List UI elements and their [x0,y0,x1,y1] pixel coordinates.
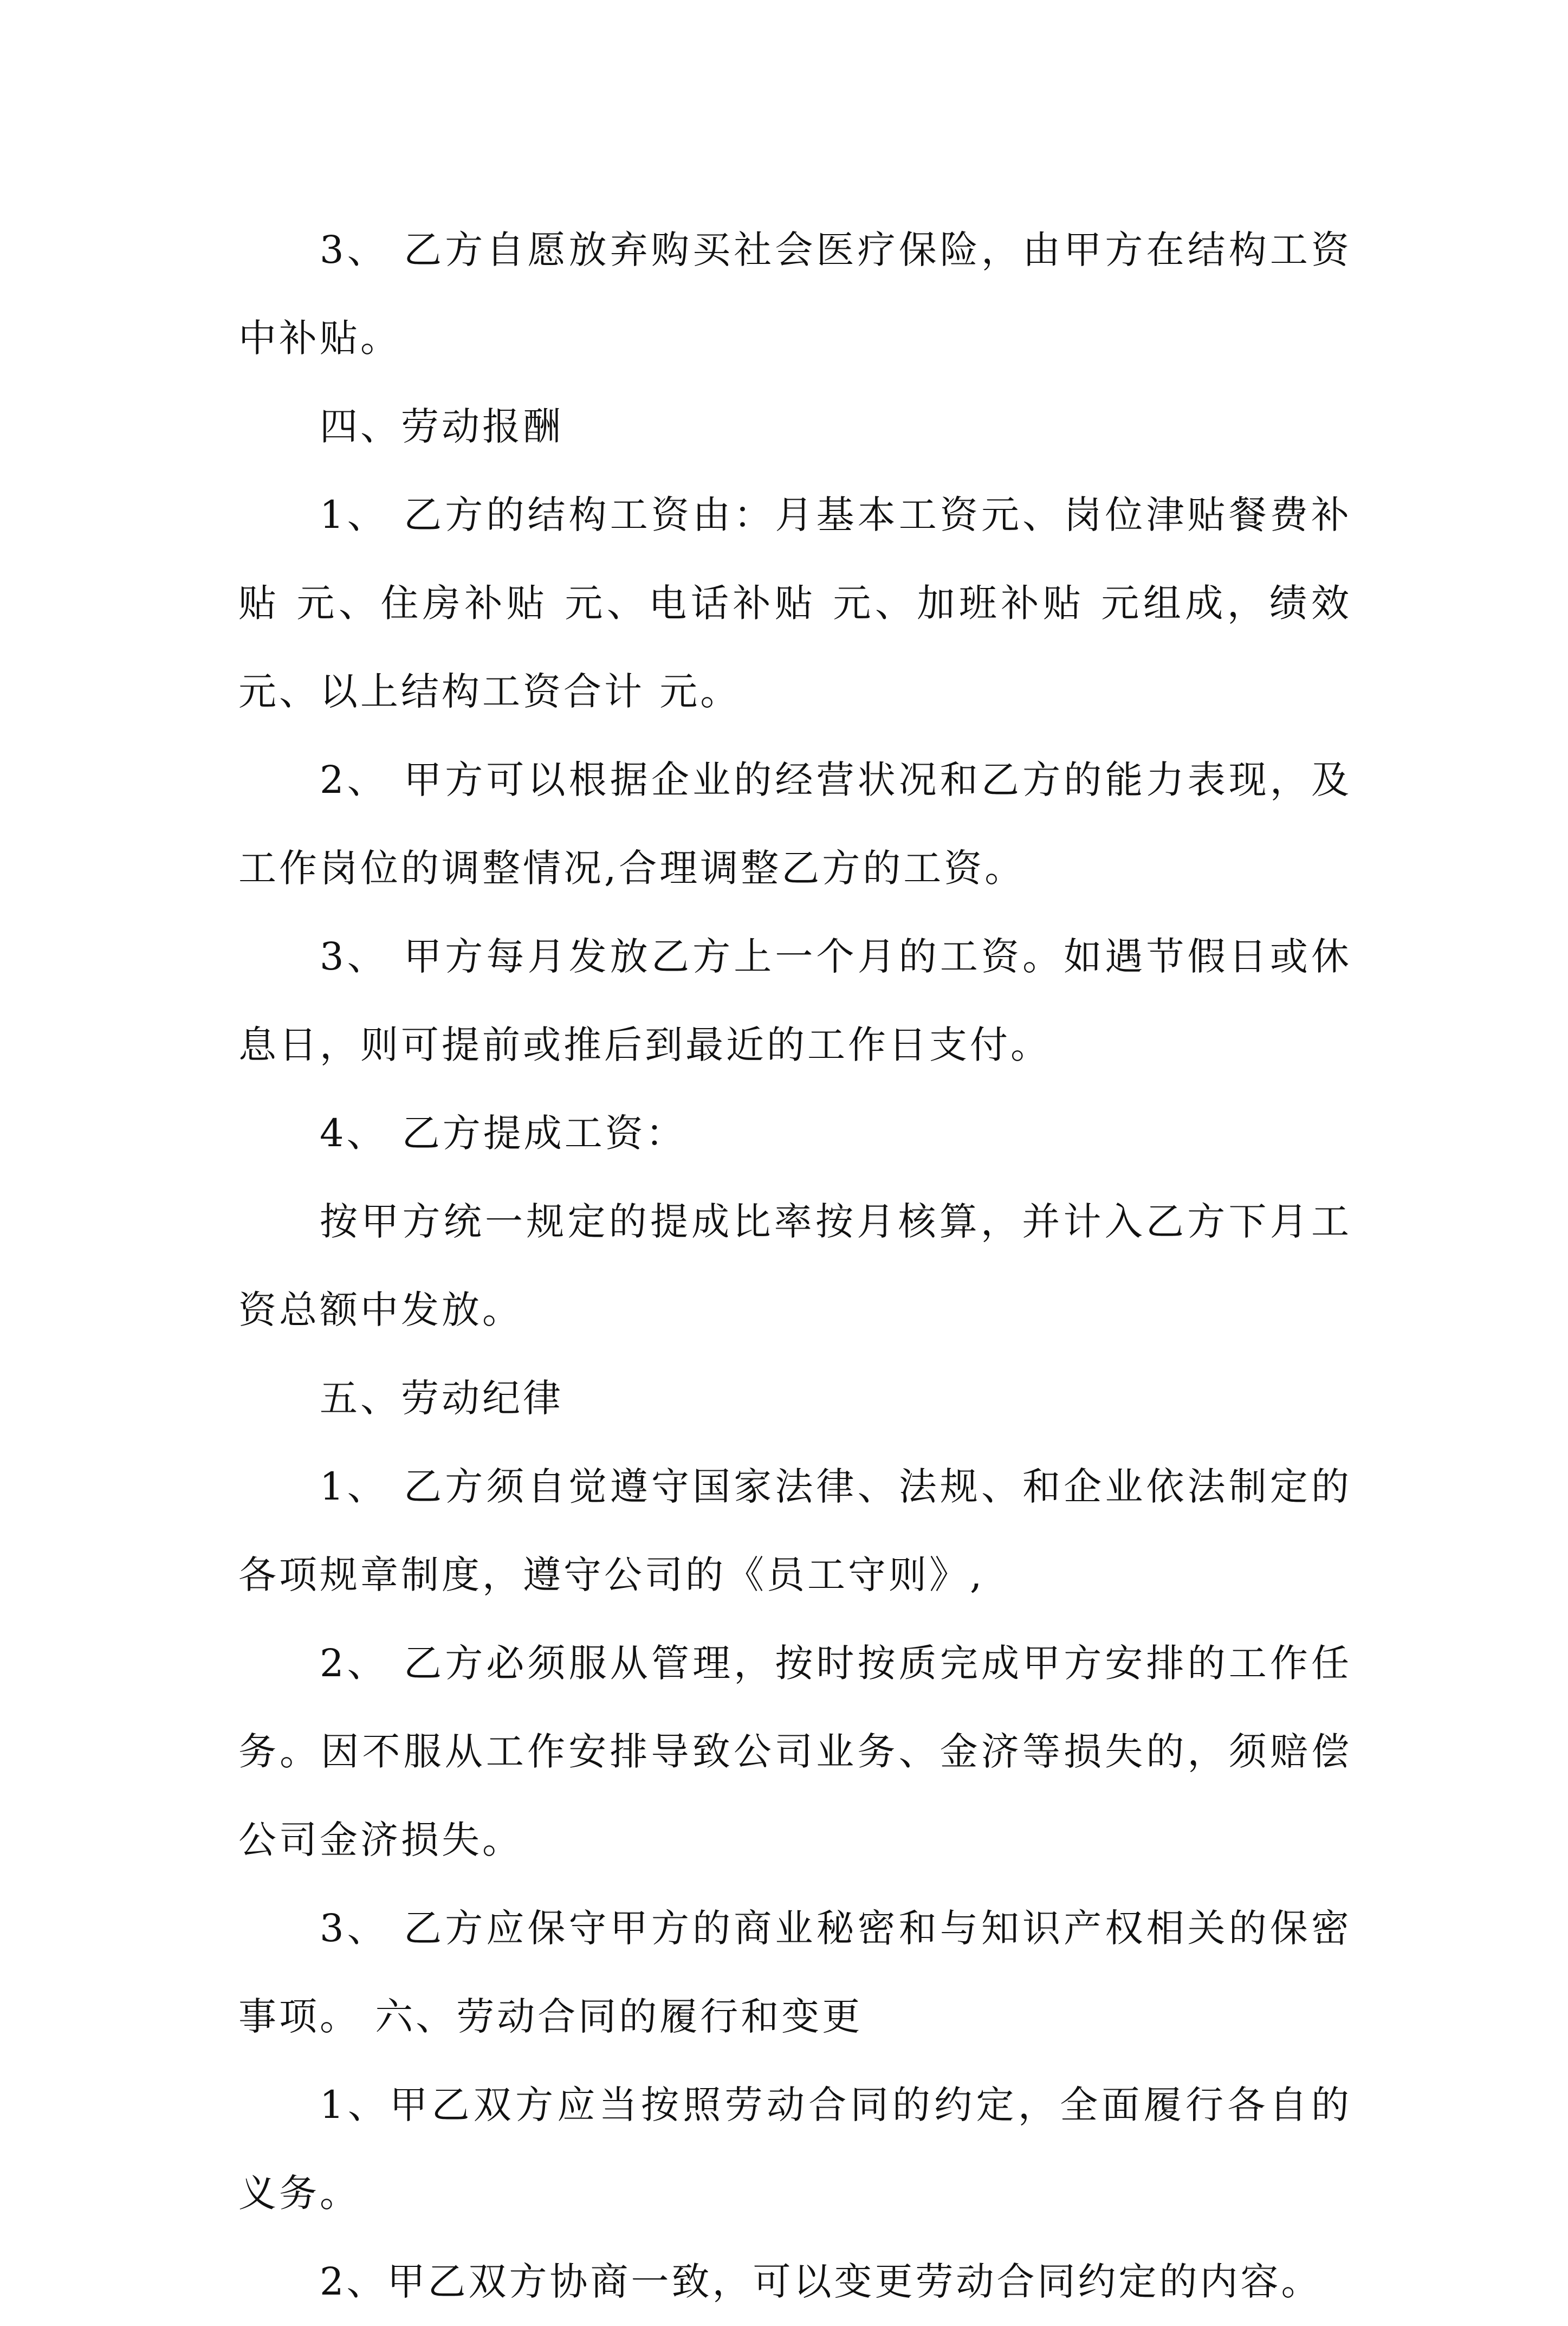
paragraph-salary-adjustment: 2、 甲方可以根据企业的经营状况和乙方的能力表现，及工作岗位的调整情况,合理调整乙方的工资。 [238,758,1352,890]
paragraph-obey-management: 2、 乙方必须服从管理，按时按质完成甲方安排的工作任务。因不服从工作安排导致公司业务、金济等损失的，须赔偿公司金济损失。 [238,1641,1352,1862]
section-heading-labor-remuneration: 四、劳动报酬 [320,404,563,449]
document-body [238,206,1352,2326]
section-heading-labor-discipline: 五、劳动纪律 [320,1376,563,1420]
paragraph-contract-change: 2、甲乙双方协商一致，可以变更劳动合同约定的内容。 [320,2259,1322,2304]
paragraph-salary-structure: 1、 乙方的结构工资由：月基本工资元、岗位津贴餐费补贴 元、住房补贴 元、电话补贴 元、加班补贴 元组成，绩效 元、以上结构工资合计 元。 [238,493,1352,714]
paragraph-confidentiality: 3、 乙方应保守甲方的商业秘密和与知识产权相关的保密事项。 六、劳动合同的履行和变更 [238,1906,1352,2039]
paragraph-commission-salary: 4、 乙方提成工资： [320,1111,686,1155]
paragraph-insurance-subsidy: 3、 乙方自愿放弃购买社会医疗保险，由甲方在结构工资中补贴。 [238,228,1352,360]
paragraph-salary-payment: 3、 甲方每月发放乙方上一个月的工资。如遇节假日或休息日，则可提前或推后到最近的工作日支付。 [238,934,1352,1067]
paragraph-contract-performance: 1、甲乙双方应当按照劳动合同的约定，全面履行各自的义务。 [238,2083,1352,2215]
paragraph-compliance: 1、 乙方须自觉遵守国家法律、法规、和企业依法制定的各项规章制度，遵守公司的《员工守则》, [238,1464,1352,1597]
paragraph-commission-rule: 按甲方统一规定的提成比率按月核算，并计入乙方下月工资总额中发放。 [238,1199,1352,1332]
